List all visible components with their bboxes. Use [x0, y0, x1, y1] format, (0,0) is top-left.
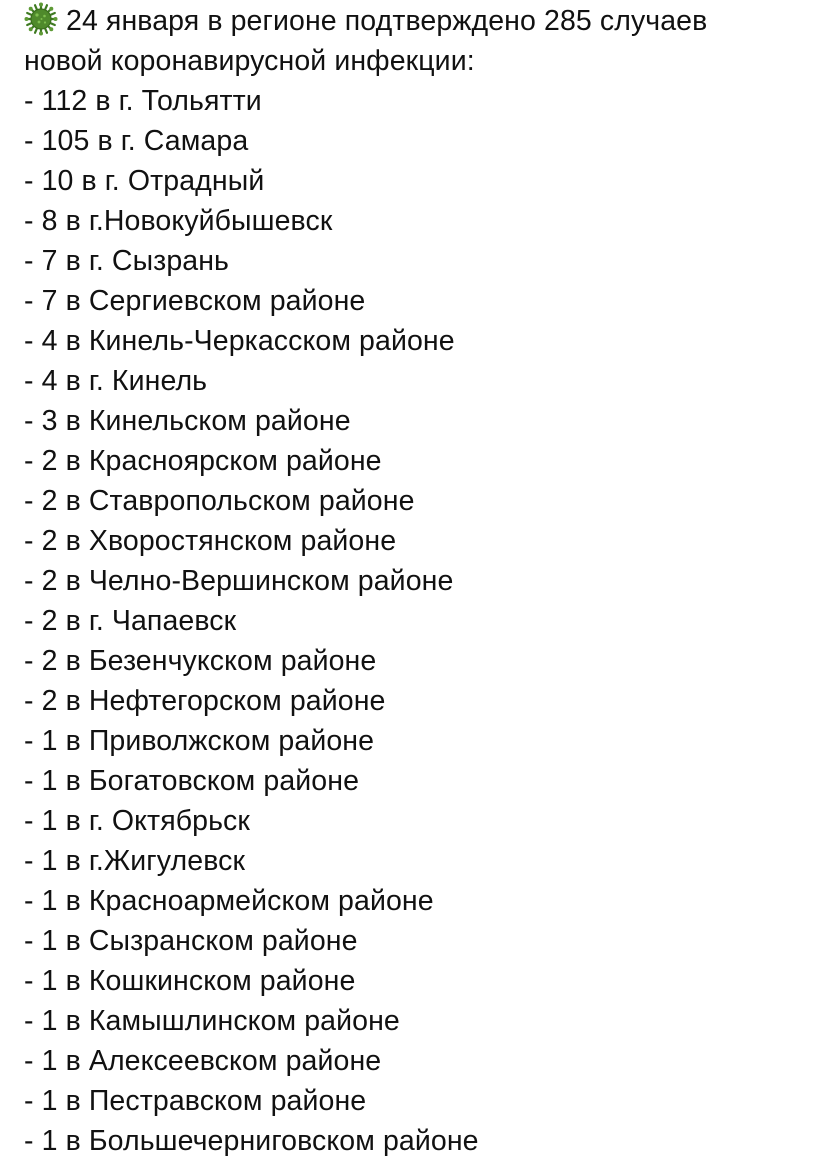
- list-item: - 2 в Красноярском районе: [24, 445, 382, 477]
- list-item: - 2 в Нефтегорском районе: [24, 685, 386, 717]
- list-item: - 1 в Богатовском районе: [24, 765, 360, 797]
- virus-icon: [24, 2, 58, 36]
- list-item: - 10 в г. Отрадный: [24, 165, 265, 197]
- list-item: - 1 в Камышлинском районе: [24, 1005, 400, 1037]
- list-item: - 7 в г. Сызрань: [24, 245, 230, 277]
- list-item: - 1 в Алексеевском районе: [24, 1045, 382, 1077]
- list-item: - 7 в Сергиевском районе: [24, 285, 366, 317]
- list-item: - 1 в г.Жигулевск: [24, 845, 246, 877]
- case-list: [24, 81, 828, 1161]
- list-item: - 2 в Безенчукском районе: [24, 645, 377, 677]
- header-text-line1: 24 января в регионе подтверждено 285 случаев: [66, 5, 708, 37]
- header-line: [24, 0, 828, 41]
- list-item: - 2 в Челно-Вершинском районе: [24, 565, 454, 597]
- list-item: - 2 в г. Чапаевск: [24, 605, 237, 637]
- header-text-line2: новой коронавирусной инфекции:: [24, 45, 475, 77]
- list-item: - 4 в Кинель-Черкасском районе: [24, 325, 455, 357]
- list-item: - 2 в Ставропольском районе: [24, 485, 415, 517]
- list-item: - 1 в Сызранском районе: [24, 925, 358, 957]
- list-item: - 1 в Пестравском районе: [24, 1085, 367, 1117]
- list-item: - 8 в г.Новокуйбышевск: [24, 205, 333, 237]
- list-item: - 1 в Приволжском районе: [24, 725, 375, 757]
- list-item: - 2 в Хворостянском районе: [24, 525, 397, 557]
- list-item: - 1 в Красноармейском районе: [24, 885, 434, 917]
- list-item: - 1 в Кошкинском районе: [24, 965, 356, 997]
- list-item: - 105 в г. Самара: [24, 125, 249, 157]
- list-item: - 1 в Большечерниговском районе: [24, 1125, 479, 1157]
- list-item: - 3 в Кинельском районе: [24, 405, 351, 437]
- list-item: - 4 в г. Кинель: [24, 365, 208, 397]
- message-text: [24, 0, 828, 1161]
- list-item: - 1 в г. Октябрьск: [24, 805, 250, 837]
- list-item: - 112 в г. Тольятти: [24, 85, 262, 117]
